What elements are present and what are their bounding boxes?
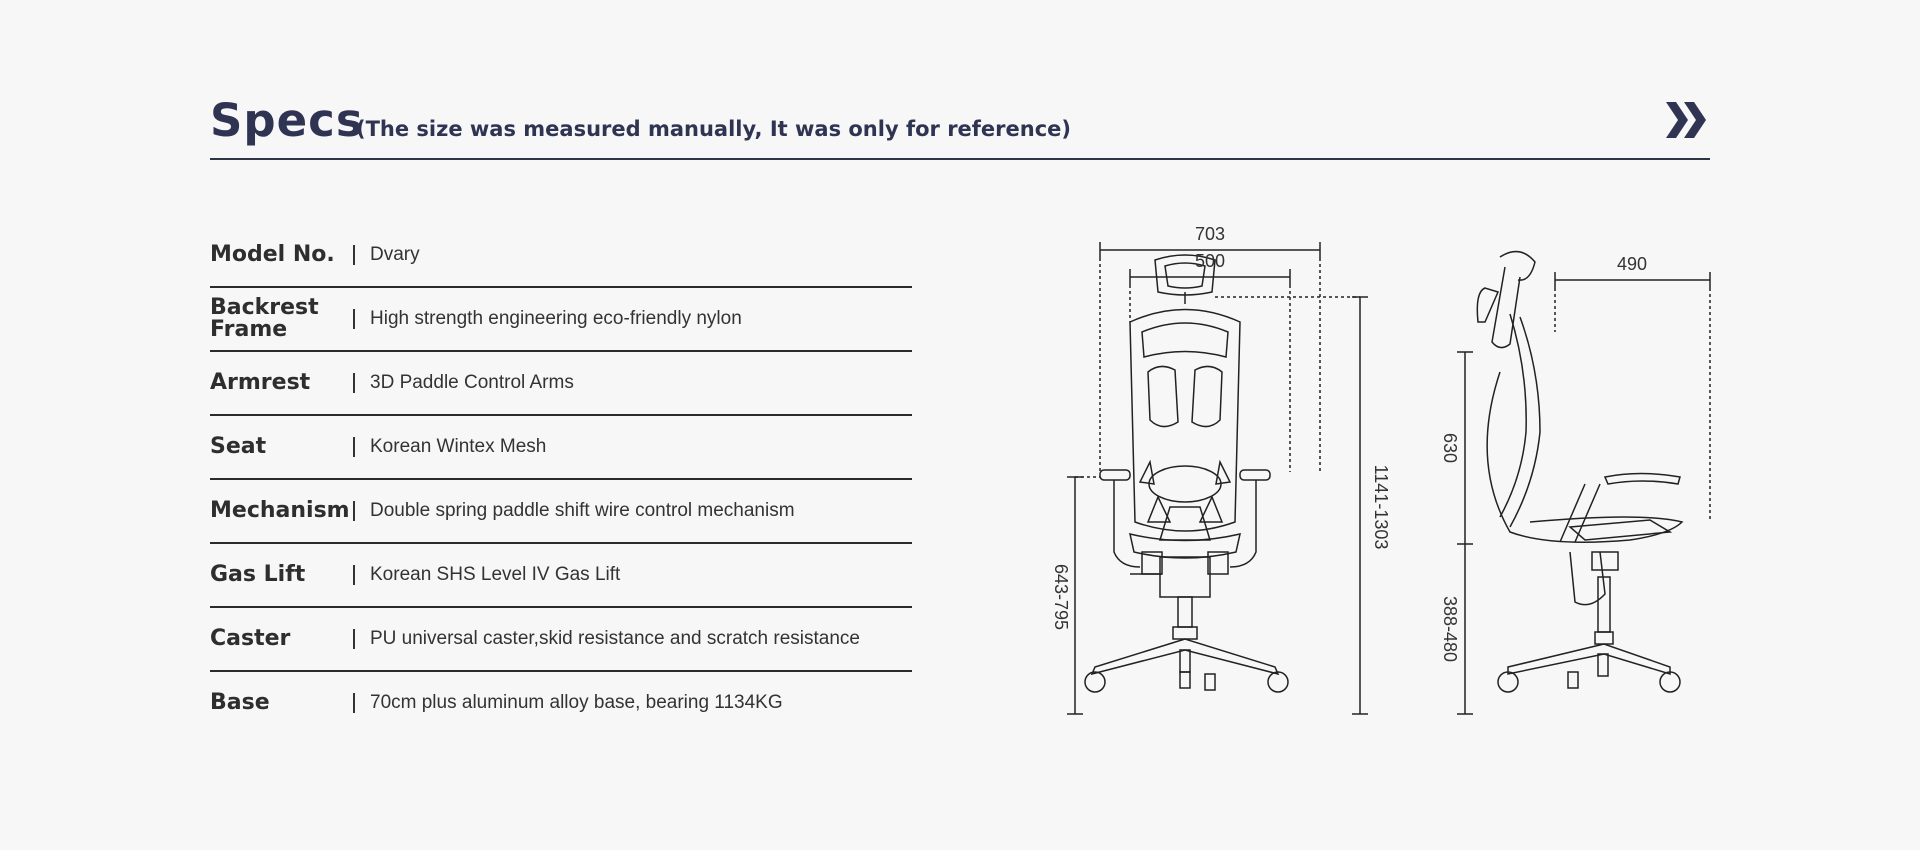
spec-label: Backrest Frame <box>210 295 319 342</box>
spec-row-gas-lift <box>210 544 912 608</box>
dim-front-outer-width: 703 <box>1194 224 1226 244</box>
dim-front-total-height: 1141-1303 <box>1371 464 1391 550</box>
spec-row-backrest <box>210 288 912 352</box>
separator <box>353 437 355 457</box>
double-chevron-right-icon[interactable] <box>1666 102 1710 138</box>
spec-value: PU universal caster,skid resistance and scratch resistance <box>370 628 860 649</box>
spec-value: 70cm plus aluminum alloy base, bearing 1134KG <box>370 692 783 713</box>
front-view-dimensions <box>1051 224 1391 714</box>
spec-row-base <box>210 672 912 734</box>
page-title: Specs <box>210 94 364 147</box>
separator <box>353 245 355 265</box>
separator <box>353 693 355 713</box>
separator <box>353 629 355 649</box>
spec-value: Dvary <box>370 244 420 265</box>
spec-label: Model No. <box>210 242 335 267</box>
spec-row-mechanism <box>210 480 912 544</box>
dim-side-back-height: 630 <box>1440 432 1460 464</box>
front-view-chair <box>1085 255 1288 692</box>
spec-value: 3D Paddle Control Arms <box>370 372 574 393</box>
spec-label: Armrest <box>210 370 311 395</box>
spec-label: Caster <box>210 626 291 651</box>
chair-dimension-drawing <box>1030 222 1730 722</box>
spec-label: Base <box>210 690 270 715</box>
spec-label: Gas Lift <box>210 562 306 587</box>
side-view-chair <box>1477 252 1682 692</box>
page-subtitle: (The size was measured manually, It was only for reference) <box>356 117 1072 141</box>
spec-value: High strength engineering eco-friendly nylon <box>370 308 742 329</box>
separator <box>353 565 355 585</box>
separator <box>353 309 355 329</box>
spec-row-seat <box>210 416 912 480</box>
spec-row-armrest <box>210 352 912 416</box>
side-view-dimensions <box>1440 254 1710 714</box>
spec-row-caster <box>210 608 912 672</box>
specs-header <box>210 88 1710 160</box>
dim-front-inner-width: 500 <box>1194 251 1226 271</box>
separator <box>353 373 355 393</box>
spec-label: Mechanism <box>210 498 350 523</box>
separator <box>353 501 355 521</box>
spec-value: Double spring paddle shift wire control mechanism <box>370 500 795 521</box>
dim-front-arm-height: 643-795 <box>1051 563 1071 631</box>
spec-label: Seat <box>210 434 267 459</box>
spec-row-model <box>210 224 912 288</box>
dim-side-depth: 490 <box>1616 254 1648 274</box>
spec-table <box>210 224 912 734</box>
spec-value: Korean SHS Level IV Gas Lift <box>370 564 621 585</box>
dim-side-seat-height: 388-480 <box>1440 595 1460 663</box>
spec-value: Korean Wintex Mesh <box>370 436 547 457</box>
